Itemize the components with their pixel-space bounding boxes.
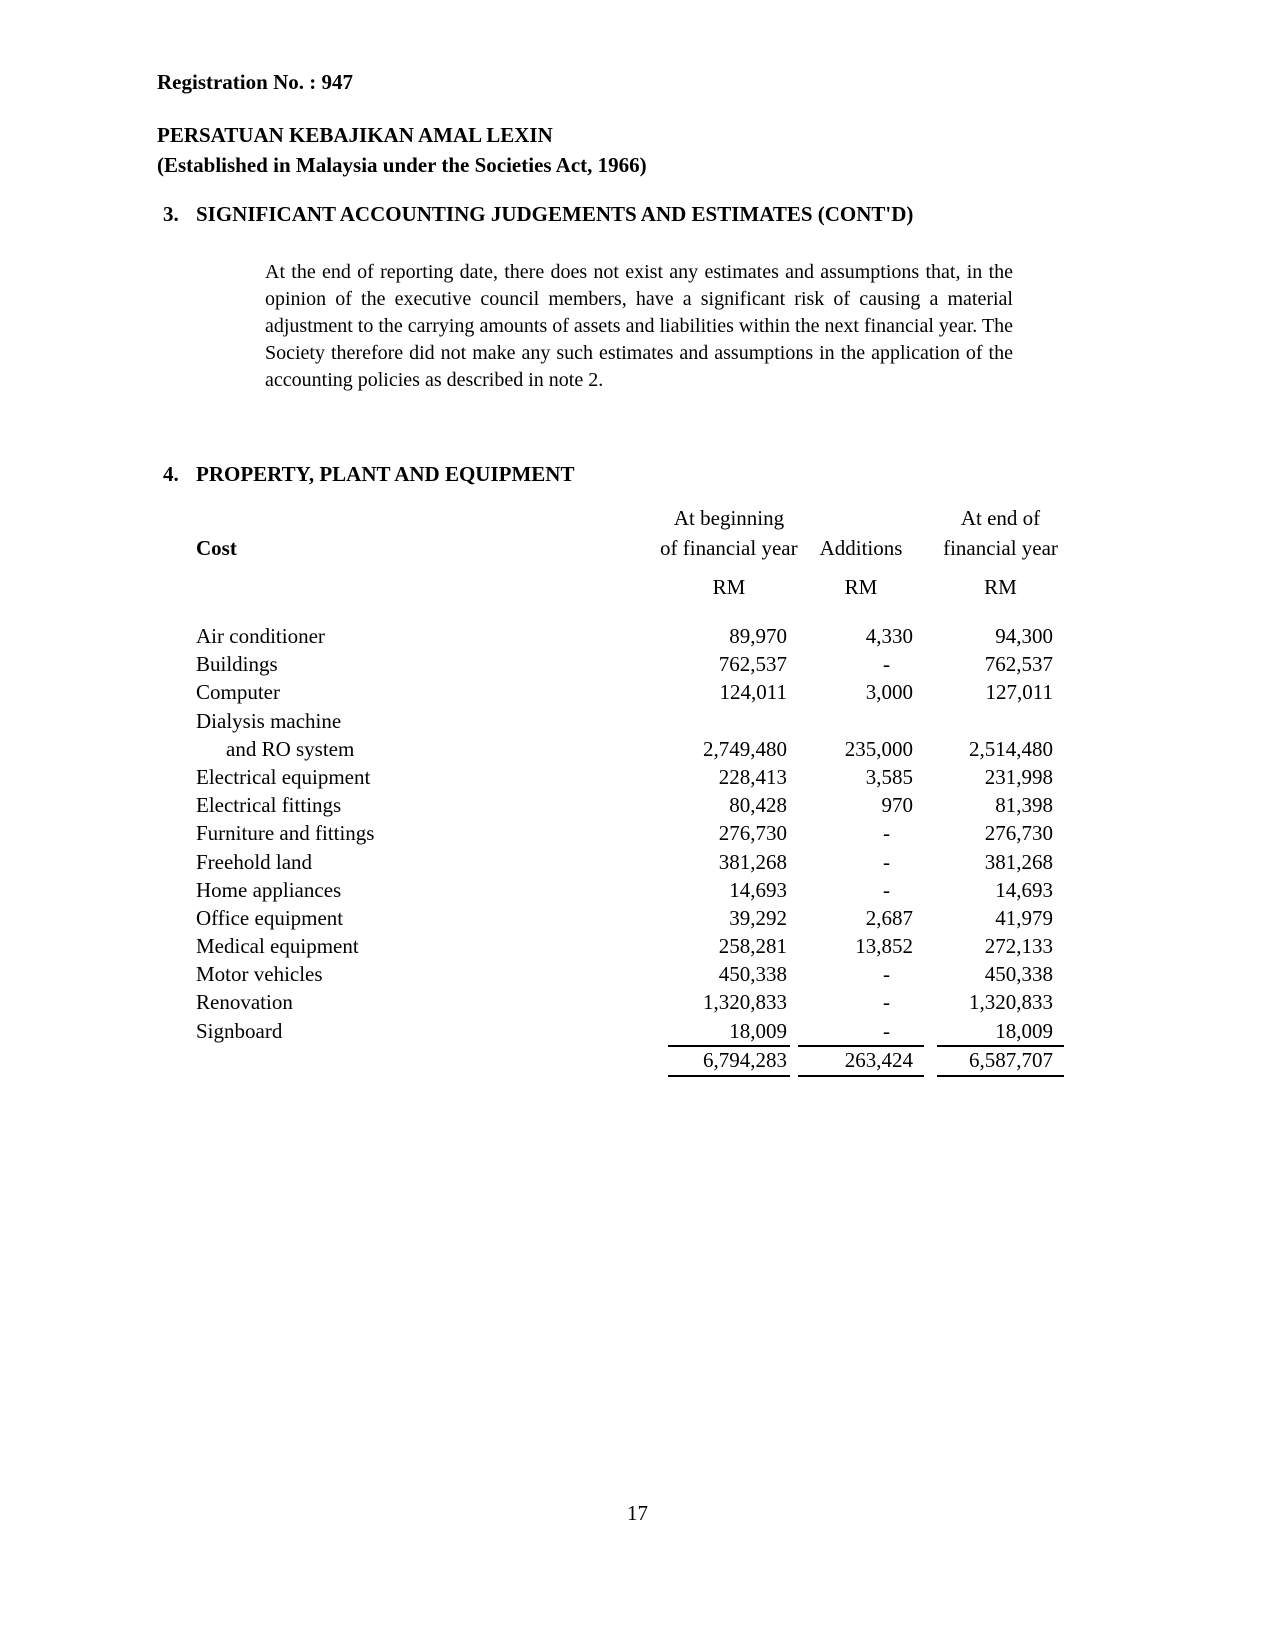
- end-cell: 18,009: [995, 1018, 1053, 1043]
- beginning-cell: 89,970: [729, 624, 787, 648]
- registration-line: Registration No. : 947: [157, 70, 353, 94]
- beginning-cell: 2,749,480: [703, 736, 787, 761]
- row-label: Office equipment: [196, 905, 344, 930]
- beginning-cell: 450,338: [718, 962, 787, 987]
- additions-cell: -: [883, 849, 890, 874]
- section3-title: SIGNIFICANT ACCOUNTING JUDGEMENTS AND ESTIMATES (CONT'D): [196, 202, 914, 226]
- beginning-cell: 258,281: [718, 934, 787, 959]
- end-cell: 450,338: [984, 962, 1053, 987]
- row-label: Buildings: [196, 652, 278, 677]
- additions-cell: 970: [881, 793, 913, 818]
- additions-cell: 3,585: [865, 764, 913, 789]
- table-unit-row: [196, 569, 1064, 622]
- end-cell: 2,514,480: [969, 736, 1053, 761]
- table-row: [196, 988, 1064, 1016]
- additions-cell: -: [883, 1018, 890, 1043]
- table-row: [196, 932, 1064, 960]
- additions-cell: 2,687: [865, 905, 913, 930]
- section4-title: PROPERTY, PLANT AND EQUIPMENT: [196, 462, 575, 486]
- col-header-end-line2: financial year: [943, 536, 1058, 560]
- org-header: [157, 120, 647, 180]
- row-label: Electrical equipment: [196, 764, 371, 789]
- beginning-cell: 14,693: [729, 877, 787, 902]
- table-row: [196, 622, 1064, 650]
- section3-heading: [163, 201, 913, 228]
- end-cell: 381,268: [984, 849, 1053, 874]
- beginning-cell: [640, 707, 790, 735]
- row-label: Dialysis machine: [196, 708, 342, 733]
- end-cell: 41,979: [995, 905, 1053, 930]
- beginning-cell: 124,011: [719, 680, 787, 705]
- table-row: [196, 707, 1064, 735]
- row-label: Home appliances: [196, 877, 342, 902]
- col-header-end-line1: At end of: [960, 506, 1041, 530]
- section3-number: 3.: [163, 202, 179, 226]
- page-number: 17: [627, 1501, 648, 1525]
- table-row: [196, 735, 1064, 763]
- table-header-row-2: [196, 533, 1064, 569]
- row-label: Medical equipment: [196, 934, 359, 959]
- row-label: Computer: [196, 680, 280, 705]
- end-cell: 127,011: [985, 680, 1053, 705]
- end-cell: 231,998: [984, 764, 1053, 789]
- beginning-cell: 39,292: [729, 905, 787, 930]
- additions-cell: 4,330: [865, 624, 913, 648]
- row-label: Furniture and fittings: [196, 821, 375, 846]
- section4-number: 4.: [163, 462, 179, 486]
- beginning-cell: 762,537: [718, 652, 787, 677]
- end-cell: 1,320,833: [969, 990, 1053, 1015]
- section4-heading: [163, 461, 574, 488]
- additions-cell: -: [883, 652, 890, 677]
- unit-rm-end: RM: [984, 575, 1017, 599]
- additions-cell: -: [883, 821, 890, 846]
- row-label: Signboard: [196, 1018, 283, 1043]
- table-row: [196, 904, 1064, 932]
- additions-cell: -: [883, 962, 890, 987]
- end-cell: 272,133: [984, 934, 1053, 959]
- table-row: [196, 819, 1064, 847]
- beginning-cell: 381,268: [718, 849, 787, 874]
- unit-rm-beginning: RM: [712, 575, 746, 599]
- table-row: [196, 791, 1064, 819]
- end-cell: 94,300: [995, 624, 1053, 648]
- row-label: Electrical fittings: [196, 793, 342, 818]
- end-cell: 276,730: [984, 821, 1053, 846]
- end-cell: 14,693: [995, 877, 1053, 902]
- table-row: [196, 960, 1064, 988]
- end-cell: 81,398: [995, 793, 1053, 818]
- end-cell: 762,537: [984, 652, 1053, 677]
- beginning-cell: 276,730: [718, 821, 787, 846]
- total-beginning: 6,794,283: [703, 1047, 787, 1072]
- table-row: [196, 650, 1064, 678]
- beginning-cell: 80,428: [729, 793, 787, 818]
- table-header-row-1: [196, 503, 1064, 533]
- row-label: Freehold land: [196, 849, 313, 874]
- table-row: [196, 1017, 1064, 1045]
- col-header-beginning-line1: At beginning: [673, 506, 785, 530]
- additions-cell: -: [883, 990, 890, 1015]
- table-row: [196, 678, 1064, 706]
- org-name-line: PERSATUAN KEBAJIKAN AMAL LEXIN: [157, 123, 553, 147]
- ppe-cost-table: [196, 503, 1064, 1077]
- beginning-cell: 228,413: [718, 764, 787, 789]
- totals-row: [196, 1045, 1064, 1077]
- org-subtitle-line: (Established in Malaysia under the Societies Act, 1966): [157, 153, 647, 177]
- total-additions: 263,424: [844, 1047, 913, 1072]
- table-row: [196, 848, 1064, 876]
- unit-rm-additions: RM: [844, 575, 878, 599]
- table-row: [196, 876, 1064, 904]
- additions-cell: 3,000: [865, 680, 913, 705]
- row-label: Air conditioner: [196, 624, 325, 648]
- row-label: Motor vehicles: [196, 962, 323, 987]
- table-row: [196, 763, 1064, 791]
- additions-cell: 235,000: [844, 736, 913, 761]
- col-header-additions: Additions: [819, 536, 903, 560]
- additions-cell: -: [883, 877, 890, 902]
- row-label: and RO system: [226, 736, 355, 761]
- beginning-cell: 1,320,833: [703, 990, 787, 1015]
- additions-cell: [790, 707, 924, 735]
- col-header-beginning-line2: of financial year: [660, 536, 798, 560]
- row-header-cost: Cost: [196, 536, 237, 560]
- additions-cell: 13,852: [855, 934, 913, 959]
- section3-paragraph: At the end of reporting date, there does not exist any estimates and assumptions that, in the opinion of the executive council members, have a significant risk of causing a material adjustment to the carrying amounts of assets and liabilities within the next financial year. The Society therefore did not make any such estimates and assumptions in the application of the accounting policies as described in note 2.: [265, 261, 1013, 391]
- beginning-cell: 18,009: [729, 1018, 787, 1043]
- end-cell: [924, 707, 1064, 735]
- total-end: 6,587,707: [969, 1047, 1053, 1072]
- row-label: Renovation: [196, 990, 293, 1015]
